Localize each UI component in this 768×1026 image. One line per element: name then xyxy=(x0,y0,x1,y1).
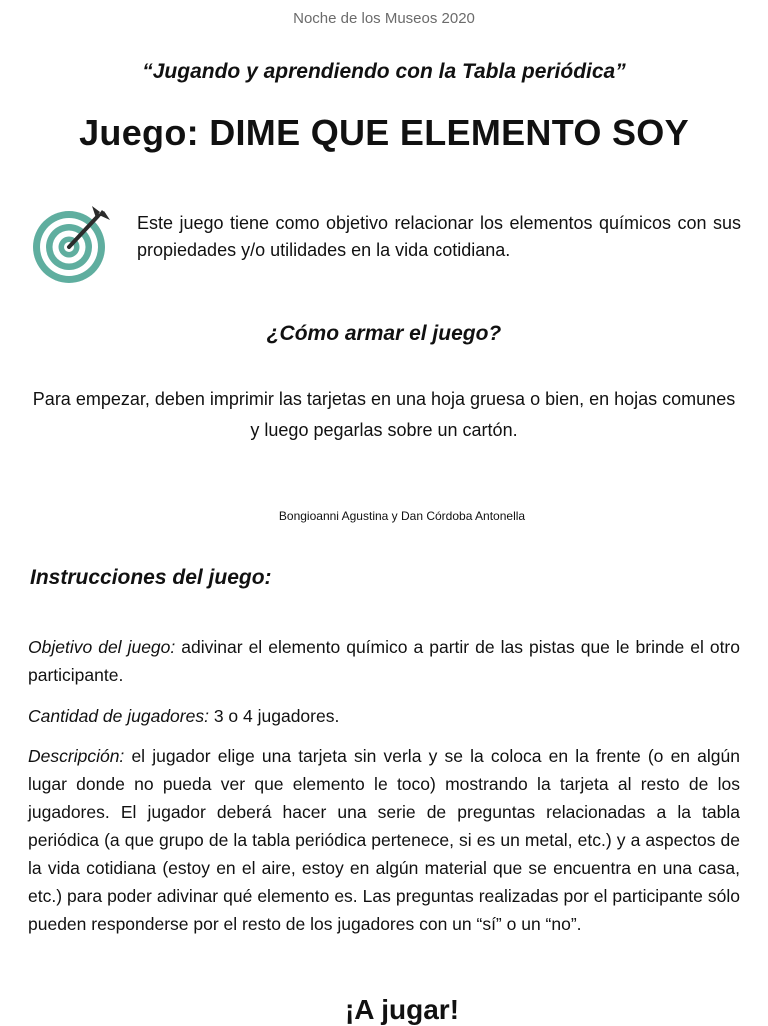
instruction-description-label: Descripción: xyxy=(28,746,125,766)
game-objective-text: Este juego tiene como objetivo relacionar los elementos químicos con sus propiedades y/o utilidades en la vida cotidiana. xyxy=(137,213,741,260)
document-title: Juego: DIME QUE ELEMENTO SOY xyxy=(79,112,689,153)
document-subtitle: “Jugando y aprendiendo con la Tabla periódica” xyxy=(142,60,626,83)
instruction-objective xyxy=(28,633,740,689)
instructions-heading: Instrucciones del juego: xyxy=(30,566,272,589)
instruction-objective-label: Objetivo del juego: xyxy=(28,637,176,657)
instruction-objective-text: adivinar el elemento químico a partir de las pistas que le brinde el otro participante. xyxy=(28,637,740,685)
target-arrow-icon xyxy=(30,200,120,290)
instruction-players-label: Cantidad de jugadores: xyxy=(28,706,209,726)
how-to-text: Para empezar, deben imprimir las tarjetas en una hoja gruesa o bien, en hojas comunes y luego pegarlas sobre un cartón. xyxy=(32,389,736,440)
closing-heading: ¡A jugar! xyxy=(344,994,460,1025)
instruction-players xyxy=(28,702,740,730)
page-header: Noche de los Museos 2020 xyxy=(293,10,475,27)
instruction-description xyxy=(28,742,740,938)
how-to-heading: ¿Cómo armar el juego? xyxy=(266,322,502,345)
instruction-description-text: el jugador elige una tarjeta sin verla y se la coloca en la frente (o en algún lugar donde no pueda ver que elemento le toco) mostrando la tarjeta al resto de los jugadores. El jugador deberá hacer una serie de preguntas relacionadas a la tabla periódica (a que grupo de la tabla periódica pertenece, si es un metal, etc.) y a aspectos de la vida cotidiana (estoy en el aire, estoy en algún material que se encuentra en una casa, etc.) para poder adivinar qué elemento es. Las preguntas realizadas por el participante sólo pueden responderse por el resto de los jugadores con un “sí” o un “no”. xyxy=(28,746,740,934)
authors-credit: Bongioanni Agustina y Dan Córdoba Antonella xyxy=(278,509,526,523)
instruction-players-text: 3 o 4 jugadores. xyxy=(208,706,340,726)
